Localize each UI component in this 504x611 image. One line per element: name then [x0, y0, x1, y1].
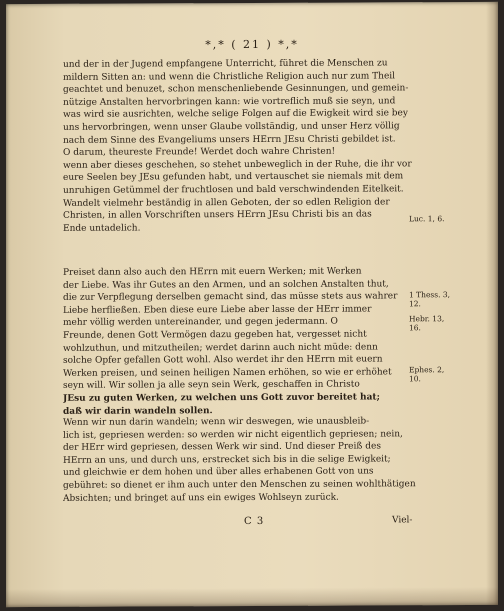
text-line: lich ist, gepriesen werden: so werden wir nicht eigentlich gepriesen; nein, — [63, 428, 403, 441]
page-edge-shadow — [486, 2, 498, 605]
text-line: die zur Verpflegung derselben gemacht sind, das müsse stets aus wahrer — [63, 291, 398, 304]
text-line: solche Opfer gefallen Gott wohl. Also werdet ihr den HErrn mit euern — [63, 354, 383, 366]
text-line: nützige Anstalten hervorbringen kann: wie vortreflich muß sie seyn, und — [63, 96, 396, 108]
text-line: Absichten; und bringet auf uns ein ewiges Wohlseyn zurück. — [63, 492, 339, 504]
text-line: der HErr wird gepriesen, dessen Werk wir sind. Und dieser Preiß des — [63, 441, 381, 454]
text-line: gebühret: so dienet er ihm auch unter den Menschen zu seinen wohlthätigen — [63, 479, 416, 491]
text-line: und gleichwie er dem hohen und über alles erhabenen Gott von uns — [63, 466, 374, 479]
text-line: HErrn an uns, und durch uns, erstrecket sich bis in die selige Ewigkeit; — [63, 454, 391, 466]
text-line: was wird sie ausrichten, welche selige Folgen auf die Ewigkeit wird sie bey — [63, 108, 408, 121]
text-line: Werken preisen, und seinen heiligen Namen erhöhen, so wie er erhöhet — [63, 367, 392, 379]
text-line: eure Seelen bey JEsu gefunden habt, und vertauschet sie niemals mit dem — [63, 171, 404, 184]
signature-mark: C 3 — [244, 515, 265, 528]
text-line: daß wir darin wandeln sollen. — [63, 405, 213, 417]
margin-note-hebr: Hebr. 13, 16. — [409, 314, 445, 333]
text-line: Christen, in allen Vorschriften unsers HErrn JEsu Christi bis an das — [63, 209, 372, 221]
text-line: der Liebe. Was ihr Gutes an den Armen, und an solchen Anstalten thut, — [63, 278, 389, 291]
text-line: Wandelt vielmehr beständig in allen Geboten, der so edlen Religion der — [63, 196, 390, 209]
margin-note-thess: 1 Thess. 3, 12. — [409, 290, 451, 309]
text-line: geachtet und benuzet, schon menschenliebende Gesinnungen, und gemein- — [63, 83, 409, 96]
text-line: Wenn wir nun darin wandeln; wenn wir deswegen, wie unausbleib- — [63, 416, 370, 428]
text-line: JEsu zu guten Werken, zu welchen uns Gott zuvor bereitet hat; — [63, 392, 380, 404]
text-line: mehr völlig werden untereinander, und gegen jedermann. O — [63, 317, 338, 329]
text-line: O darum, theureste Freunde! Werdet doch wahre Christen! — [63, 146, 336, 158]
document-page — [6, 2, 498, 607]
margin-note-ephes: Ephes. 2, 10. — [409, 365, 445, 384]
text-line: seyn will. Wir sollen ja alle seyn sein Werk, geschaffen in Christo — [63, 379, 360, 392]
text-line: wohlzuthun, und mitzutheilen; werdet darinn auch nicht müde: denn — [63, 342, 378, 354]
text-line: unruhigen Getümmel der fruchtlosen und bald verschwindenden Eitelkeit. — [63, 184, 404, 196]
paragraph-1 — [63, 57, 421, 235]
text-line: Preiset dann also auch den HErrn mit euern Werken; mit Werken — [63, 266, 362, 278]
catchword: Viel- — [392, 515, 413, 526]
page-header: *,* ( 21 ) *,* — [205, 37, 299, 52]
text-line: Liebe herfließen. Eben diese eure Liebe aber lasse der HErr immer — [63, 304, 372, 316]
text-line: mildern Sitten an: und wenn die Christliche Religion auch nur zum Theil — [63, 70, 396, 83]
margin-note-luc: Luc. 1, 6. — [409, 214, 445, 224]
text-line: uns hervorbringen, wenn unser Glaube vollständig, und unser Herz völlig — [63, 121, 400, 133]
text-line: wenn aber dieses geschehen, so stehet unbeweglich in der Ruhe, die ihr vor — [63, 159, 412, 171]
page-bottom-shadow — [6, 587, 498, 607]
text-line: Ende untadelich. — [63, 223, 141, 234]
text-line: Freunde, denen Gott Vermögen dazu gegeben hat, vergesset nicht — [63, 329, 367, 341]
paragraph-2 — [63, 265, 421, 418]
text-line: nach dem Sinne des Evangeliums unsers HErrn JEsu Christi gebildet ist. — [63, 133, 396, 146]
text-line: und der in der Jugend empfangene Unterricht, führet die Menschen zu — [63, 58, 388, 70]
paragraph-3 — [63, 415, 421, 505]
